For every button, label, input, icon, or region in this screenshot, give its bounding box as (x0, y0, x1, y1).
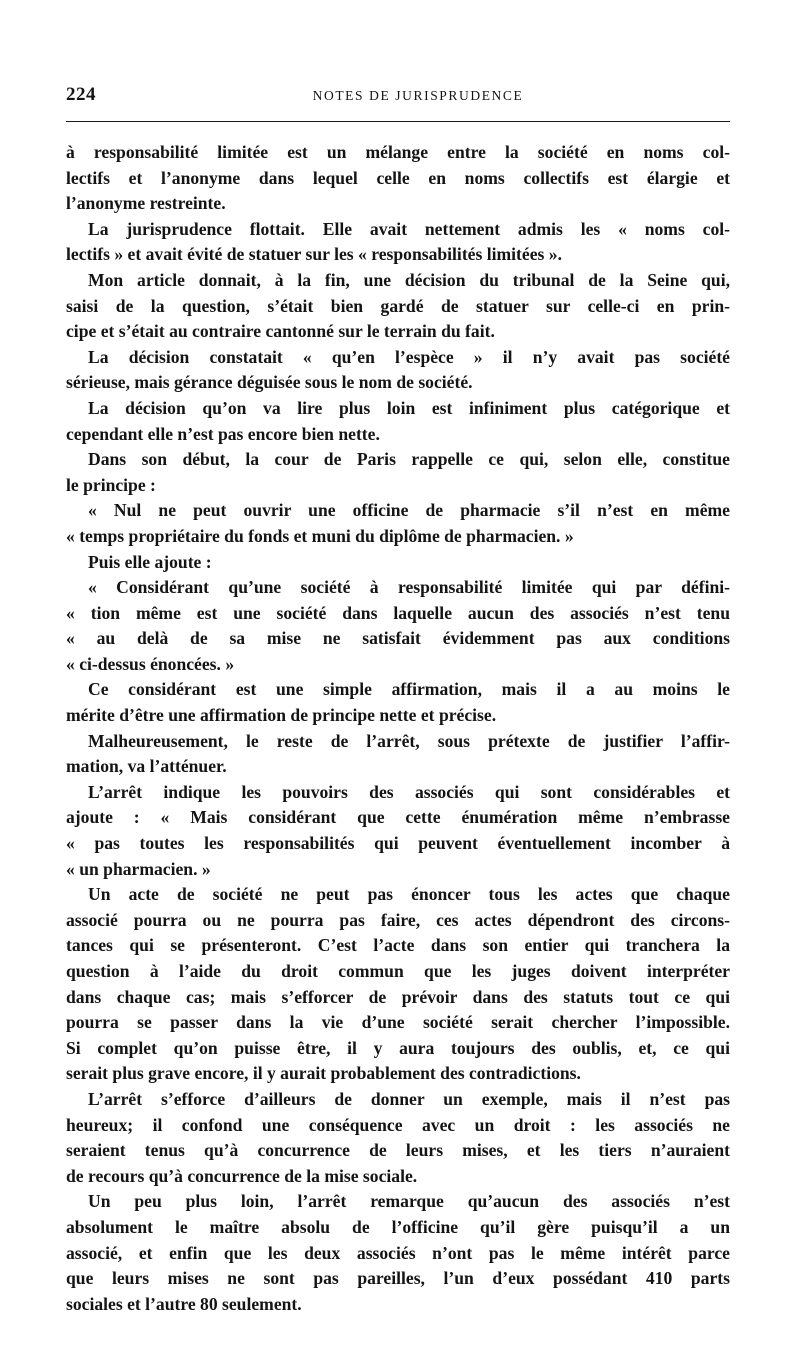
text-line: associé, et enfin que les deux associés n’ont pas le même intérêt parce (66, 1242, 730, 1263)
text-line: « Nul ne peut ouvrir une officine de pharmacie s’il n’est en même (88, 500, 730, 521)
text-line: pourra se passer dans la vie d’une société serait chercher l’impossible. (66, 1012, 730, 1033)
text-line: serait plus grave encore, il y aurait probablement des contradictions. (66, 1063, 581, 1084)
text-line: « Considérant qu’une société à responsabilité limitée qui par défini- (88, 577, 730, 598)
text-line: associé pourra ou ne pourra pas faire, ces actes dépendront des circons- (66, 909, 730, 930)
text-line: de recours qu’à concurrence de la mise sociale. (66, 1165, 418, 1186)
text-line: seraient tenus qu’à concurrence de leurs mises, et les tiers n’auraient (66, 1140, 730, 1161)
text-line: « pas toutes les responsabilités qui peuvent éventuellement incomber à (66, 833, 730, 854)
text-line: « ci-dessus énoncées. » (66, 653, 235, 674)
text-line: « un pharmacien. » (66, 858, 211, 879)
text-line: à responsabilité limitée est un mélange entre la société en noms col- (66, 142, 730, 162)
body-text (66, 140, 730, 1317)
text-line: Malheureusement, le reste de l’arrêt, sous prétexte de justifier l’affir- (88, 730, 730, 751)
running-title: NOTES DE JURISPRUDENCE (312, 88, 524, 103)
text-line: L’arrêt indique les pouvoirs des associés qui sont considérables et (88, 781, 730, 802)
text-line: dans chaque cas; mais s’efforcer de prévoir dans des statuts tout ce qui (66, 986, 730, 1007)
text-line: Un peu plus loin, l’arrêt remarque qu’aucun des associés n’est (88, 1191, 730, 1212)
text-line: « temps propriétaire du fonds et muni du diplôme de pharmacien. » (66, 525, 574, 546)
text-line: mation, va l’atténuer. (66, 756, 227, 777)
text-line: sociales et l’autre 80 seulement. (66, 1293, 302, 1314)
text-line: « au delà de sa mise ne satisfait évidemment pas aux conditions (66, 628, 730, 649)
text-line: L’arrêt s’efforce d’ailleurs de donner un exemple, mais il n’est pas (88, 1088, 730, 1109)
text-line: mérite d’être une affirmation de principe nette et précise. (66, 705, 497, 726)
text-line: lectifs et l’anonyme dans lequel celle en noms collectifs est élargie et (66, 167, 730, 188)
text-line: le principe : (66, 474, 156, 495)
text-line: La jurisprudence flottait. Elle avait nettement admis les « noms col- (88, 218, 730, 239)
text-line: sérieuse, mais gérance déguisée sous le nom de société. (66, 372, 473, 393)
page-header (66, 84, 730, 108)
text-line: heureux; il confond une conséquence avec un droit : les associés ne (66, 1114, 730, 1135)
text-line: cependant elle n’est pas encore bien nette. (66, 423, 380, 444)
text-line: lectifs » et avait évité de statuer sur les « responsabilités limitées ». (66, 244, 562, 265)
text-line: que leurs mises ne sont pas pareilles, l’un d’eux possédant 410 parts (66, 1268, 730, 1289)
text-line: Ce considérant est une simple affirmation, mais il a au moins le (88, 679, 730, 700)
text-line: La décision constatait « qu’en l’espèce » il n’y avait pas société (88, 346, 730, 367)
text-line: ajoute : « Mais considérant que cette énumération même n’embrasse (66, 807, 730, 828)
text-line: tances qui se présenteront. C’est l’acte dans son entier qui tranchera la (66, 935, 730, 956)
text-line: absolument le maître absolu de l’officine qu’il gère puisqu’il a un (66, 1216, 730, 1237)
text-line: « tion même est une société dans laquelle aucun des associés n’est tenu (66, 602, 730, 623)
text-line: saisi de la question, s’était bien gardé de statuer sur celle-ci en prin- (66, 295, 730, 316)
text-line: Un acte de société ne peut pas énoncer tous les actes que chaque (88, 884, 730, 905)
header-rule (66, 121, 730, 122)
page-number: 224 (66, 84, 96, 105)
text-line: question à l’aide du droit commun que les juges doivent interpréter (66, 961, 730, 981)
text-line: Puis elle ajoute : (88, 551, 212, 572)
text-line: La décision qu’on va lire plus loin est infiniment plus catégorique et (88, 397, 730, 418)
text-line: Mon article donnait, à la fin, une décision du tribunal de la Seine qui, (88, 269, 730, 290)
text-line: Si complet qu’on puisse être, il y aura toujours des oublis, et, ce qui (66, 1037, 730, 1058)
text-line: cipe et s’était au contraire cantonné sur le terrain du fait. (66, 321, 495, 342)
text-line: Dans son début, la cour de Paris rappelle ce qui, selon elle, constitue (88, 449, 730, 470)
text-line: l’anonyme restreinte. (66, 193, 226, 214)
